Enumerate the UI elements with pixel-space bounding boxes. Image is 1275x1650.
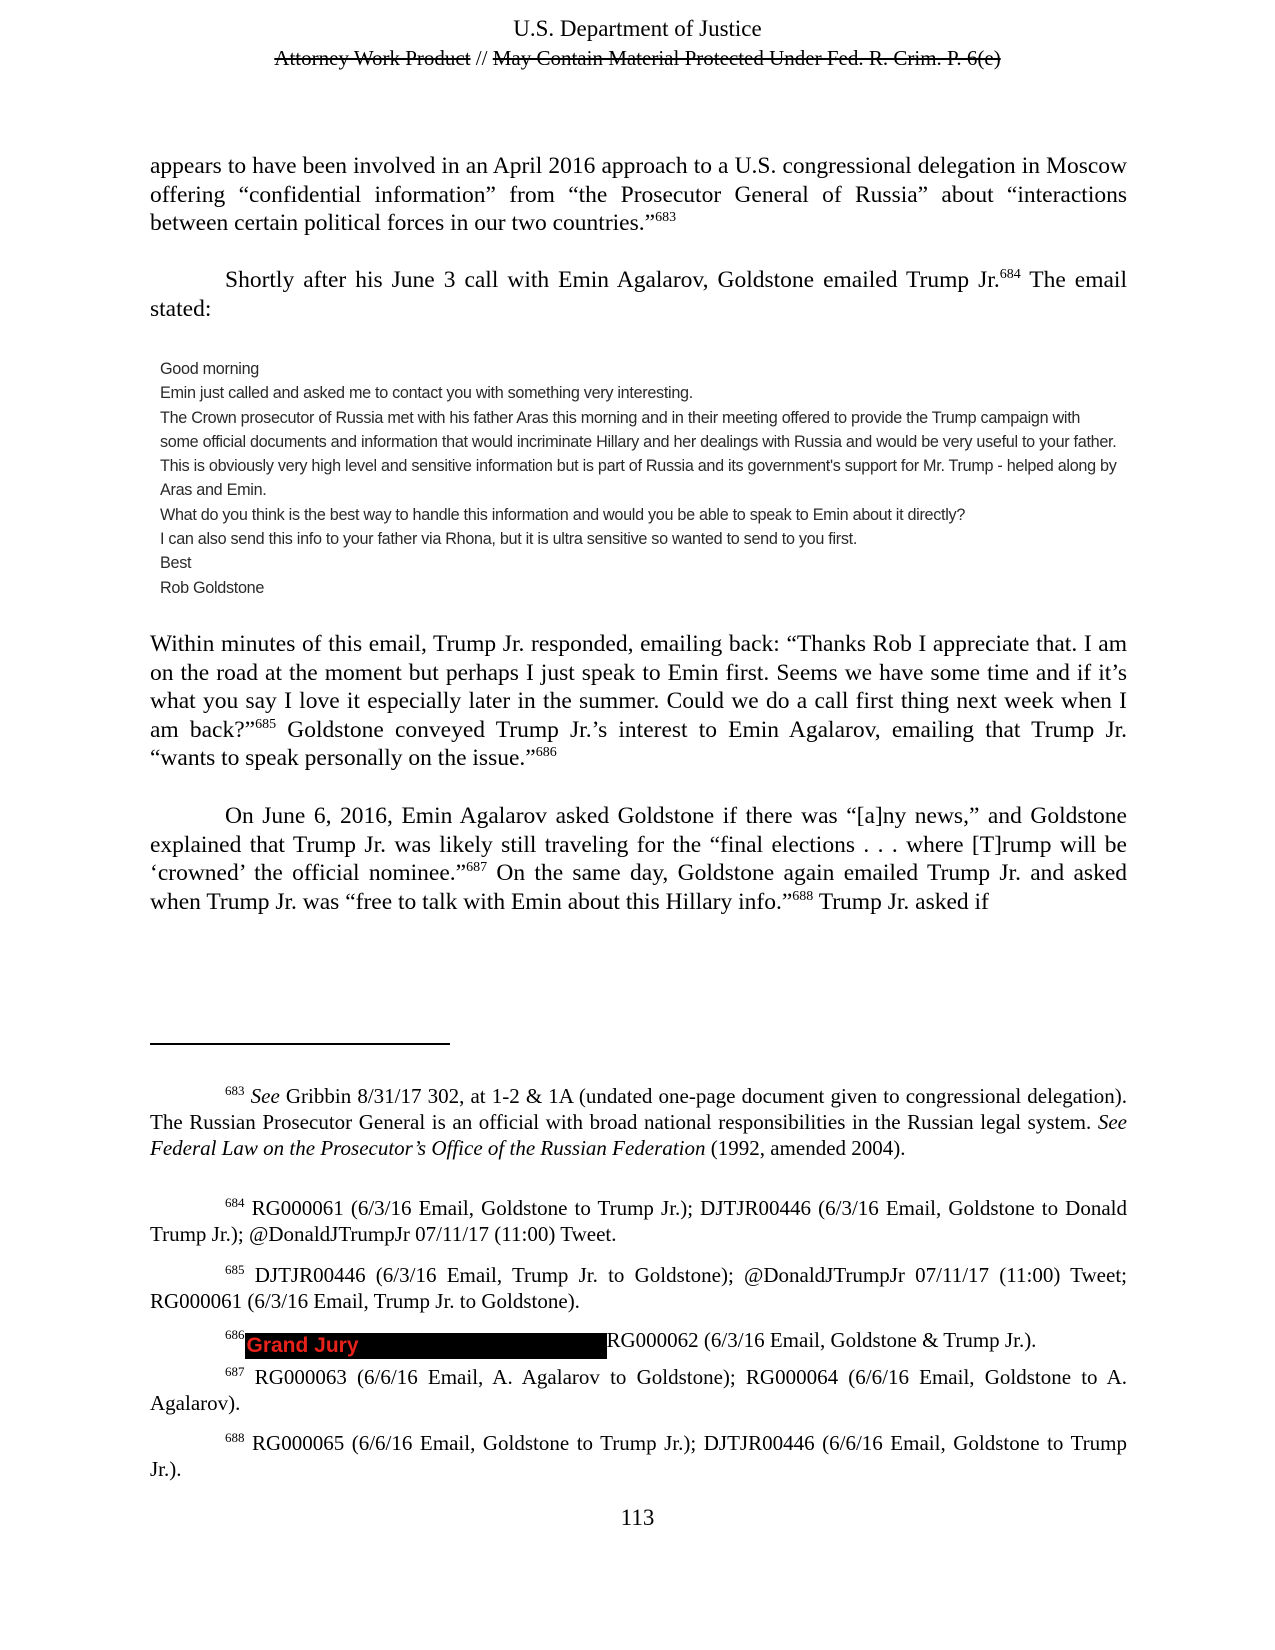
paragraph-text-after: The email stated: <box>150 267 1127 322</box>
footnote-text: RG000063 (6/6/16 Email, A. Agalarov to Goldstone); RG000064 (6/6/16 Email, Goldstone to A. Agalarov). <box>150 1365 1127 1415</box>
email-line: Best <box>160 554 192 573</box>
marking-separator: // <box>470 46 493 70</box>
footnote-signal: See <box>250 1084 280 1108</box>
footnote-divider <box>150 1043 450 1045</box>
email-line: Rob Goldstone <box>160 578 265 597</box>
footnote-ref-683[interactable]: 683 <box>655 210 677 226</box>
paragraph-1 <box>150 152 1127 238</box>
footnote-ref-686[interactable]: 686 <box>535 745 557 761</box>
footnote-686 <box>150 1327 1127 1359</box>
paragraph-text: On June 6, 2016, Emin Agalarov asked Goldstone if there was “[a]ny news,” and Goldstone explained that Trump Jr. was likely still traveling for the “final elections . . . where [T]rump will be ‘crowned’ the official nominee.” <box>150 803 1127 886</box>
paragraph-text: Within minutes of this email, Trump Jr. responded, emailing back: “Thanks Rob I appreciate that. I am on the road at the moment but perhaps I just speak to Emin first. Seems we have some time and if it’s what you say I love it especially later in the summer. Could we do a call first thing next week when I am back?” <box>150 631 1127 743</box>
footnote-text: RG000065 (6/6/16 Email, Goldstone to Trump Jr.); DJTJR00446 (6/6/16 Email, Goldstone to Trump Jr.). <box>150 1431 1127 1481</box>
footnote-text: (1992, amended 2004). <box>705 1136 906 1160</box>
email-line: This is obviously very high level and sensitive information but is part of Russia and its government's support for Mr. Trump - helped along by <box>160 457 1117 476</box>
footnote-683 <box>150 1083 1127 1161</box>
email-line: I can also send this info to your father via Rhona, but it is ultra sensitive so wanted to send to you first. <box>160 530 858 549</box>
footnote-number: 684 <box>225 1195 245 1210</box>
department-name: U.S. Department of Justice <box>513 16 762 41</box>
email-line: Aras and Emin. <box>160 481 267 500</box>
grand-jury-redaction: Grand Jury <box>245 1333 607 1359</box>
footnote-ref-685[interactable]: 685 <box>255 716 277 732</box>
paragraph-4 <box>150 802 1127 916</box>
paragraph-text: Goldstone conveyed Trump Jr.’s interest to Emin Agalarov, emailing that Trump Jr. “wants to speak personally on the issue.” <box>150 716 1127 771</box>
email-line: The Crown prosecutor of Russia met with his father Aras this morning and in their meeting offered to provide the Trump campaign with <box>160 408 1081 427</box>
footnote-text: DJTJR00446 (6/3/16 Email, Trump Jr. to Goldstone); @DonaldJTrumpJr 07/11/17 (11:00) Tweet; RG000061 (6/3/16 Email, Trump Jr. to Goldstone). <box>150 1263 1127 1313</box>
email-excerpt <box>160 357 1150 600</box>
footnote-688 <box>150 1430 1127 1482</box>
footnote-ref-688[interactable]: 688 <box>792 888 814 904</box>
footnote-number: 683 <box>225 1083 245 1098</box>
email-line: Good morning <box>160 360 259 378</box>
paragraph-3 <box>150 630 1127 773</box>
paragraph-text: appears to have been involved in an April 2016 approach to a U.S. congressional delegation in Moscow offering “confidential information” from “the Prosecutor General of Russia” about “interactions between certain political forces in our two countries.” <box>150 153 1127 236</box>
email-line: some official documents and information that would incriminate Hillary and her dealings with Russia and would be very useful to your father. <box>160 432 1117 451</box>
footnote-number: 687 <box>225 1364 245 1379</box>
footnote-citation: See Federal Law on the Prosecutor’s Office of the Russian Federation <box>150 1110 1127 1160</box>
paragraph-text: On the same day, Goldstone again emailed Trump Jr. and asked when Trump Jr. was “free to talk with Emin about this Hillary info.” <box>150 860 1127 915</box>
marking-work-product: Attorney Work Product <box>274 46 471 70</box>
footnote-number: 686 <box>225 1327 245 1342</box>
classification-marking <box>0 44 1275 72</box>
marking-grand-jury: May Contain Material Protected Under Fed. R. Crim. P. 6(e) <box>492 46 1001 70</box>
footnote-text: RG000061 (6/3/16 Email, Goldstone to Trump Jr.); DJTJR00446 (6/3/16 Email, Goldstone to Donald Trump Jr.); @DonaldJTrumpJr 07/11/17 (11:00) Tweet. <box>150 1196 1127 1246</box>
footnote-684 <box>150 1195 1127 1247</box>
page-number: 113 <box>620 1505 655 1530</box>
footnote-number: 685 <box>225 1262 245 1277</box>
page-header <box>0 14 1275 72</box>
footnote-text: Gribbin 8/31/17 302, at 1-2 & 1A (undated one-page document given to congressional delegation). The Russian Prosecutor General is an official with broad national responsibilities in the Russian legal system. <box>150 1084 1128 1134</box>
email-line: What do you think is the best way to handle this information and would you be able to speak to Emin about it directly? <box>160 505 966 524</box>
footnote-687 <box>150 1364 1127 1416</box>
paragraph-2 <box>150 266 1127 323</box>
footnote-685 <box>150 1262 1127 1314</box>
footnote-ref-684[interactable]: 684 <box>999 267 1021 283</box>
footnote-text: RG000062 (6/3/16 Email, Goldstone & Trump Jr.). <box>606 1328 1037 1352</box>
paragraph-text: Shortly after his June 3 call with Emin Agalarov, Goldstone emailed Trump Jr. <box>225 267 1000 293</box>
email-line: Emin just called and asked me to contact you with something very interesting. <box>160 384 693 403</box>
paragraph-text: Trump Jr. asked if <box>813 888 989 915</box>
footnote-number: 688 <box>225 1430 245 1445</box>
footnote-ref-687[interactable]: 687 <box>466 860 488 876</box>
